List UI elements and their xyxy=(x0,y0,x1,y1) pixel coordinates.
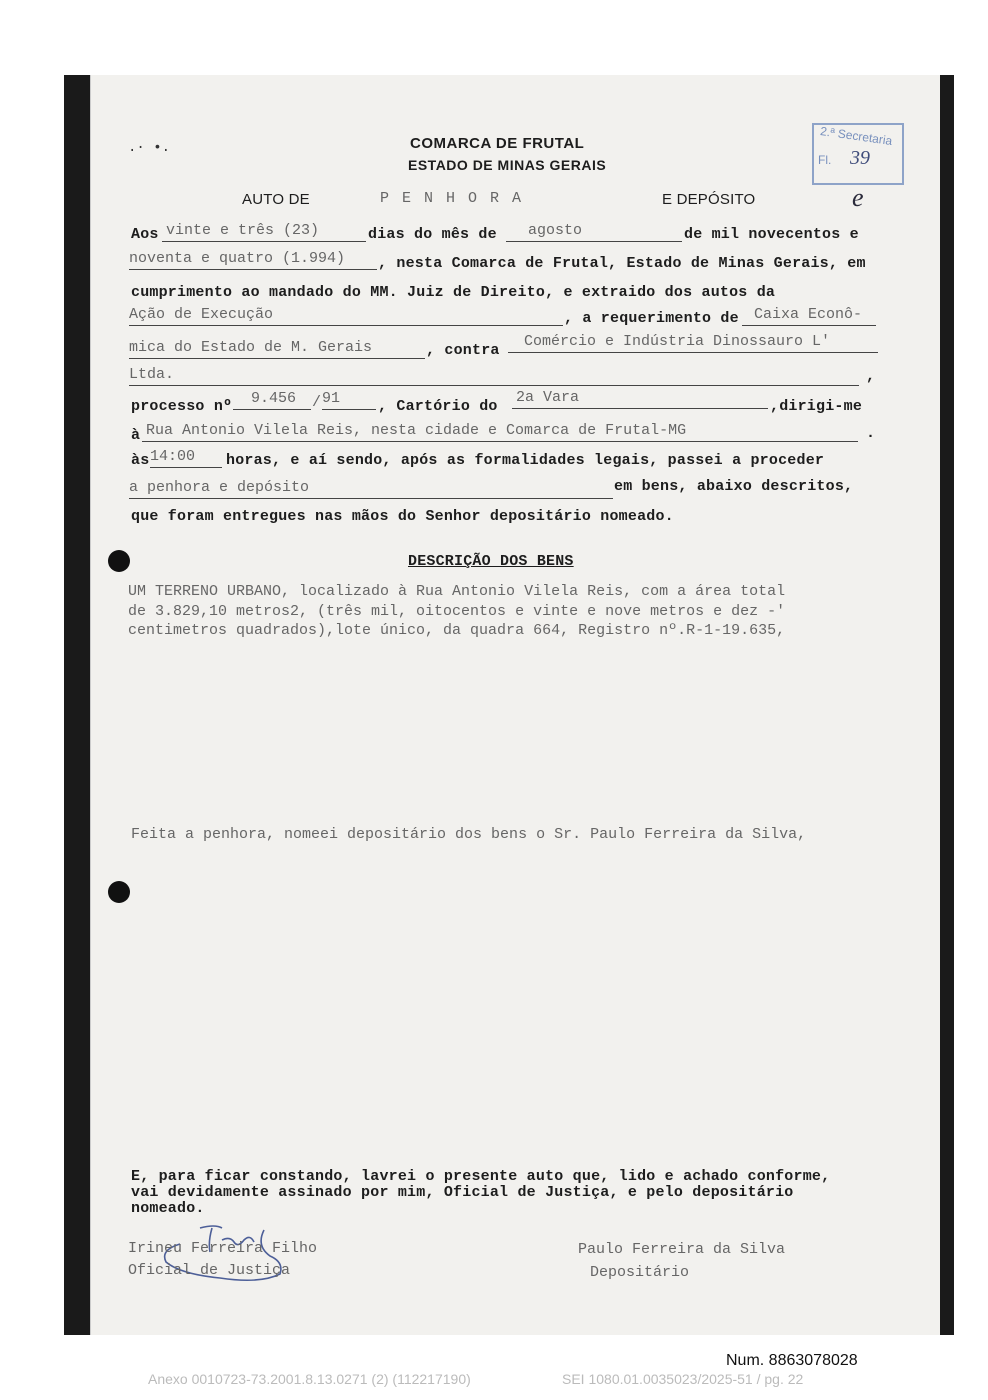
secretaria-stamp xyxy=(812,123,904,185)
aos-label: Aos xyxy=(131,226,159,243)
stamp-fl-label: Fl. xyxy=(818,153,832,167)
descricao-title: DESCRIÇÃO DOS BENS xyxy=(408,553,574,570)
hora-field: 14:00 xyxy=(150,448,222,468)
ano-field: noventa e quatro (1.994) xyxy=(129,250,377,270)
a-requerimento-label: , a requerimento de xyxy=(564,310,739,327)
requerente-field-1: Caixa Econô- xyxy=(742,306,876,326)
descricao-line-1: UM TERRENO URBANO, localizado à Rua Antonio Vilela Reis, com a área total xyxy=(128,583,786,600)
contra-label: , contra xyxy=(426,342,500,359)
document-number: Num. 8863078028 xyxy=(726,1352,858,1369)
stamp-fl-number: 39 xyxy=(850,147,870,169)
closing-line-1: E, para ficar constando, lavrei o presente auto que, lido e achado conforme, xyxy=(131,1168,831,1185)
descricao-line-2: de 3.829,10 metros2, (três mil, oitocentos e vinte e nove metros e dez -' xyxy=(128,603,786,620)
estado-heading: ESTADO DE MINAS GERAIS xyxy=(408,157,607,173)
deposito-label: E DEPÓSITO xyxy=(662,191,756,208)
punch-hole-bottom xyxy=(108,881,130,903)
cartorio-field: 2a Vara xyxy=(512,389,768,409)
processo-label: processo nº xyxy=(131,398,233,415)
oficial-role: Oficial de Justiça xyxy=(128,1262,291,1279)
requerido-field-2: Ltda. xyxy=(129,366,859,386)
handwritten-mark: e xyxy=(852,183,864,212)
punch-hole-top xyxy=(108,550,130,572)
endereco-field: Rua Antonio Vilela Reis, nesta cidade e Comarca de Frutal-MG xyxy=(142,422,858,442)
oficial-name: Irineu Ferreira Filho xyxy=(128,1240,318,1257)
acao-field: Ação de Execução xyxy=(129,306,563,326)
a-label: à xyxy=(131,427,141,444)
dias-do-mes-label: dias do mês de xyxy=(368,226,497,243)
de-mil-label: de mil novecentos e xyxy=(684,226,859,243)
procedimento-field: a penhora e depósito xyxy=(129,479,613,499)
feita-penhora-text: Feita a penhora, nomeei depositário dos bens o Sr. Paulo Ferreira da Silva, xyxy=(131,826,807,843)
cartorio-label: , Cartório do xyxy=(378,398,498,415)
horas-text: horas, e aí sendo, após as formalidades legais, passei a proceder xyxy=(226,452,825,469)
dirigi-text: ,dirigi-me xyxy=(770,398,863,415)
descricao-line-3: centimetros quadrados),lote único, da quadra 664, Registro nº.R-1-19.635, xyxy=(128,622,786,639)
ink-speck: .· •. xyxy=(128,140,171,156)
sei-reference: SEI 1080.01.0035023/2025-51 / pg. 22 xyxy=(562,1371,804,1387)
nesta-comarca-text: , nesta Comarca de Frutal, Estado de Minas Gerais, em xyxy=(378,255,866,272)
processo-slash: / xyxy=(312,394,322,411)
closing-line-2: vai devidamente assinado por mim, Oficial de Justiça, e pelo depositário xyxy=(131,1184,794,1201)
em-bens-text: em bens, abaixo descritos, xyxy=(614,478,854,495)
dia-field: vinte e três (23) xyxy=(162,222,366,242)
auto-de-label: AUTO DE xyxy=(242,191,310,208)
comma-mark: , xyxy=(866,368,876,385)
depositario-name: Paulo Ferreira da Silva xyxy=(578,1241,786,1258)
closing-line-3: nomeado. xyxy=(131,1200,205,1217)
entregues-text: que foram entregues nas mãos do Senhor depositário nomeado. xyxy=(131,508,674,525)
period-mark: . xyxy=(866,425,876,442)
cumprimento-text: cumprimento ao mandado do MM. Juiz de Direito, e extraido dos autos da xyxy=(131,284,776,301)
requerido-field-1: Comércio e Indústria Dinossauro L' xyxy=(508,333,878,353)
as-label: às xyxy=(131,452,150,469)
processo-year-field: 91 xyxy=(322,390,376,410)
requerente-field-2: mica do Estado de M. Gerais xyxy=(129,339,425,359)
processo-number-field: 9.456 xyxy=(233,390,311,410)
comarca-heading: COMARCA DE FRUTAL xyxy=(410,135,585,152)
stamp-secretaria-text: 2.ª Secretaria xyxy=(819,124,894,148)
mes-field: agosto xyxy=(506,222,682,242)
depositario-role: Depositário xyxy=(590,1264,690,1281)
anexo-reference: Anexo 0010723-73.2001.8.13.0271 (2) (112217190) xyxy=(148,1371,471,1387)
penhora-label: P E N H O R A xyxy=(380,190,524,207)
